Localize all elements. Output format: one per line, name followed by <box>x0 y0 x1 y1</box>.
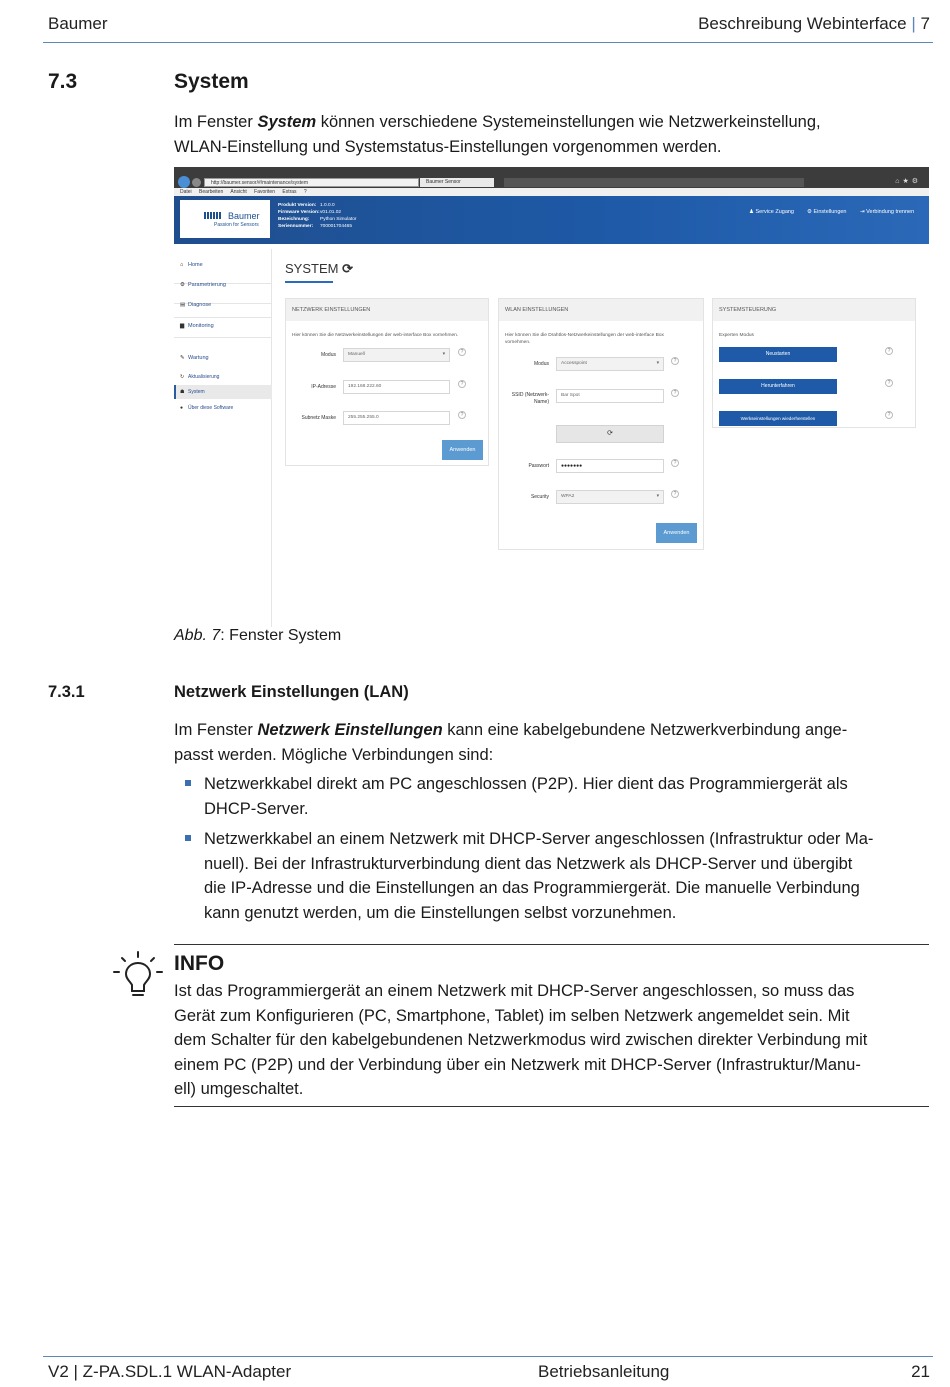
help-icon[interactable]: ? <box>458 411 466 419</box>
browser-tools-icon[interactable]: ⌂★⚙ <box>895 178 921 185</box>
info-line: einem PC (P2P) und der Verbindung über ein Netzwerk mit DHCP-Server (Infrastruktur/Manu- <box>174 1055 861 1074</box>
help-icon[interactable]: ? <box>885 379 893 387</box>
logo-name: Baumer <box>228 211 260 221</box>
info-title: INFO <box>174 952 225 975</box>
help-icon[interactable]: ? <box>458 380 466 388</box>
wlan-panel <box>498 298 704 550</box>
sidebar-label: Aktualisierung <box>188 374 220 380</box>
home-icon: ⌂ <box>180 262 184 268</box>
bullet-marker <box>185 835 191 841</box>
sidebar-label: Über diese Software <box>188 405 234 411</box>
address-bar[interactable]: http://baumer.sensor/#/maintenance/system <box>204 178 419 187</box>
wlan-mode-select[interactable] <box>556 357 664 371</box>
subsection-number: 7.3.1 <box>48 683 85 701</box>
info-top-rule <box>174 944 929 945</box>
lightbulb-icon <box>112 950 164 1002</box>
wlan-mode-label: Modus <box>533 361 549 367</box>
section-number: 7.3 <box>48 70 78 93</box>
baumer-logo[interactable] <box>180 200 270 238</box>
wlan-ssid-input[interactable]: Bar Spot <box>556 389 664 403</box>
sidebar-label: Home <box>188 262 203 268</box>
wlan-desc-line: vornehmen. <box>505 340 531 345</box>
info-body <box>174 979 929 1102</box>
sidebar-label: Monitoring <box>188 323 214 329</box>
back-icon[interactable] <box>178 176 190 188</box>
info-key: Produkt Version: <box>278 203 317 208</box>
info-value: v01.01.02 <box>320 210 342 215</box>
subsection-title: Netzwerk Einstellungen (LAN) <box>174 683 409 701</box>
product-info <box>278 202 357 230</box>
header-right <box>698 14 930 34</box>
chevron-down-icon: ▾ <box>442 352 445 357</box>
help-icon[interactable]: ? <box>885 347 893 355</box>
info-key: Firmware Version: <box>278 210 320 215</box>
sidebar-item-wartung[interactable] <box>180 355 209 361</box>
wlan-description <box>505 332 664 346</box>
ssid-label-line: Name) <box>533 399 549 405</box>
lan-mode-select[interactable] <box>343 348 450 362</box>
logo-bars-icon <box>204 212 222 219</box>
help-icon[interactable]: ? <box>671 389 679 397</box>
system-control-panel <box>712 298 916 428</box>
p1-bold: Netzwerk Einstellungen <box>257 721 443 739</box>
nav-settings[interactable] <box>807 209 847 215</box>
figure-caption <box>174 627 341 645</box>
lan-mask-input[interactable]: 255.255.255.0 <box>343 411 450 425</box>
lan-panel <box>285 298 489 466</box>
intro-text-rest: können verschiedene Systemeinstellungen wie Netzwerkeinstellung, <box>316 113 821 131</box>
info-key: Bezeichnung: <box>278 217 310 222</box>
nav-service-access[interactable] <box>749 209 794 215</box>
lan-ip-label: IP-Adresse <box>311 384 336 390</box>
intro-text: Im Fenster <box>174 113 258 131</box>
chevron-down-icon: ▾ <box>656 494 659 499</box>
help-icon[interactable]: ? <box>885 411 893 419</box>
sidebar-item-diagnose[interactable] <box>180 302 211 308</box>
sysctl-panel-title: SYSTEMSTEUERUNG <box>713 299 915 321</box>
footer-rule <box>43 1356 933 1357</box>
bullet-line: die IP-Adresse und die Einstellungen an das Programmiergerät. Die manuelle Verbindung <box>204 879 860 897</box>
wlan-panel-title: WLAN EINSTELLUNGEN <box>499 299 703 321</box>
lan-apply-button[interactable]: Anwenden <box>442 440 483 460</box>
p1-text: Im Fenster <box>174 721 258 739</box>
header-rule <box>43 42 933 43</box>
logout-icon: ⇥ <box>860 209 867 215</box>
info-line: Gerät zum Konfigurieren (PC, Smartphone, Tablet) im selben Netzwerk angemeldet sein. Mit <box>174 1006 850 1025</box>
nav-service-label: Service Zugang <box>755 209 794 215</box>
ssid-label-line: SSID (Netzwerk- <box>511 392 549 398</box>
intro-line-2: WLAN-Einstellung und Systemstatus-Einstellungen vorgenommen werden. <box>174 137 722 156</box>
help-icon[interactable]: ? <box>671 357 679 365</box>
wlan-security-value: WPA2 <box>561 494 575 499</box>
sidebar-label: System <box>188 389 205 395</box>
caption-text: : Fenster System <box>220 627 342 644</box>
wlan-security-label: Security <box>530 494 549 500</box>
footer-center: Betriebsanleitung <box>538 1362 670 1381</box>
header-separator: | <box>911 14 916 33</box>
bullet-marker <box>185 780 191 786</box>
wlan-scan-button[interactable]: ⟳ <box>556 425 664 443</box>
section-intro <box>174 110 914 159</box>
info-value: 1.0.0.0 <box>320 203 335 208</box>
header-title: Beschreibung Webinterface <box>698 14 907 33</box>
refresh-icon[interactable]: ⟳ <box>342 261 353 276</box>
info-line: Ist das Programmiergerät an einem Netzwerk mit DHCP-Server angeschlossen, so muss das <box>174 982 855 1000</box>
help-icon[interactable]: ? <box>671 490 679 498</box>
blurred-tabs <box>504 178 804 187</box>
caption-prefix: Abb. <box>174 627 207 644</box>
bullet-line: Netzwerkkabel direkt am PC angeschlossen (P2P). Hier dient das Programmiergerät als <box>204 775 848 793</box>
restart-button[interactable]: Neustarten <box>719 347 837 362</box>
info-circle-icon: ● <box>180 405 184 411</box>
help-icon[interactable]: ? <box>671 459 679 467</box>
nav-settings-label: Einstellungen <box>813 209 847 215</box>
bullet-item-2 <box>204 827 924 925</box>
nav-disconnect-label: Verbindung trennen <box>866 209 915 215</box>
wlan-apply-button[interactable]: Anwenden <box>656 523 697 543</box>
info-value: 700001704465 <box>320 224 353 229</box>
footer-page-number: 21 <box>911 1362 930 1381</box>
sidebar-label: Wartung <box>188 355 209 361</box>
wlan-ssid-label <box>501 392 549 406</box>
bullet-line: kann genutzt werden, um die Einstellungen selbst vorzunehmen. <box>204 903 677 922</box>
list-icon: ▤ <box>180 302 186 308</box>
bullet-line: Netzwerkkabel an einem Netzwerk mit DHCP-Server angeschlossen (Infrastruktur oder Ma- <box>204 830 874 848</box>
lan-mode-label: Modus <box>320 352 336 358</box>
help-icon[interactable]: ? <box>458 348 466 356</box>
title-underline <box>285 281 333 283</box>
wlan-security-select[interactable] <box>556 490 664 504</box>
sidebar-item-aktualisierung[interactable] <box>180 374 219 380</box>
p1-line-2: passt werden. Mögliche Verbindungen sind: <box>174 745 494 764</box>
info-value: Python Simulator <box>320 217 357 222</box>
wlan-mode-value: Accesspoint <box>561 361 587 366</box>
lan-mode-value: Manuell <box>348 352 365 357</box>
lan-description: Hier können Sie die Netzwerkeinstellungen der web-interface Box vornehmen. <box>292 333 459 338</box>
app-banner <box>174 196 929 244</box>
header-left: Baumer <box>48 14 108 33</box>
sidebar-label: Diagnose <box>188 302 212 308</box>
nav-disconnect[interactable] <box>860 209 914 215</box>
forward-icon[interactable] <box>192 178 201 187</box>
factory-reset-button[interactable]: Werkseinstellungen wiederherstellen <box>719 411 837 426</box>
info-key: Seriennummer: <box>278 224 314 229</box>
page-title-text: SYSTEM <box>285 261 339 276</box>
sidebar-item-parametrierung[interactable] <box>180 282 226 288</box>
wlan-password-label: Passwort <box>528 463 549 469</box>
bullet-item-1 <box>204 772 924 821</box>
bullet-line: DHCP-Server. <box>204 799 309 818</box>
info-bottom-rule <box>174 1106 929 1107</box>
section-title: System <box>174 70 249 93</box>
wrench-icon: ✎ <box>180 355 185 361</box>
wlan-desc-line: Hier können Sie die Drahtlos-Netzwerkeinstellungen der web-interface Box <box>505 333 664 338</box>
expert-mode-label: Experten Modus <box>719 333 754 338</box>
system-window-screenshot <box>174 167 929 627</box>
cogs-icon: ⚙ <box>180 282 185 288</box>
info-line: ell) umgeschaltet. <box>174 1080 304 1098</box>
wlan-password-input[interactable]: ●●●●●●● <box>556 459 664 473</box>
shutdown-button[interactable]: Herunterfahren <box>719 379 837 394</box>
sidebar-item-monitoring[interactable] <box>180 323 214 329</box>
p1-text-rest: kann eine kabelgebundene Netzwerkverbindung ange- <box>442 721 848 739</box>
header-page: 7 <box>920 14 930 33</box>
refresh-icon: ↻ <box>180 374 185 380</box>
bullet-line: nuell). Bei der Infrastrukturverbindung dient das Netzwerk als DHCP-Server und übergibt <box>204 854 853 873</box>
browser-tab[interactable]: Baumer Sensor <box>420 178 494 187</box>
sidebar-item-system[interactable] <box>180 389 205 395</box>
server-icon: ☗ <box>180 389 185 395</box>
user-icon: ♟ <box>749 209 756 215</box>
lan-mask-label: Subnetz Maske <box>301 415 336 421</box>
sidebar-item-home[interactable] <box>180 262 203 268</box>
intro-bold: System <box>257 113 317 131</box>
sidebar-label: Parametrierung <box>188 282 226 288</box>
lan-ip-input[interactable]: 192.168.222.60 <box>343 380 450 394</box>
lan-panel-title: NETZWERK EINSTELLUNGEN <box>286 299 488 321</box>
footer-left: V2 | Z-PA.SDL.1 WLAN-Adapter <box>48 1362 292 1381</box>
logo-tagline: Passion for Sensors <box>214 222 259 228</box>
browser-menubar[interactable]: Datei Bearbeiten Ansicht Favoriten Extras ? <box>174 188 929 196</box>
info-line: dem Schalter für den kabelgebundenen Netzwerkmodus wird zwischen direkter Verbindung mit <box>174 1031 868 1049</box>
subsection-intro <box>174 718 914 767</box>
chevron-down-icon: ▾ <box>656 361 659 366</box>
sidebar-item-about[interactable] <box>180 405 233 411</box>
caption-number: 7 <box>211 627 221 644</box>
chart-icon: ▆ <box>180 323 185 329</box>
gear-icon: ⚙ <box>807 209 814 215</box>
system-page-title <box>285 261 353 277</box>
